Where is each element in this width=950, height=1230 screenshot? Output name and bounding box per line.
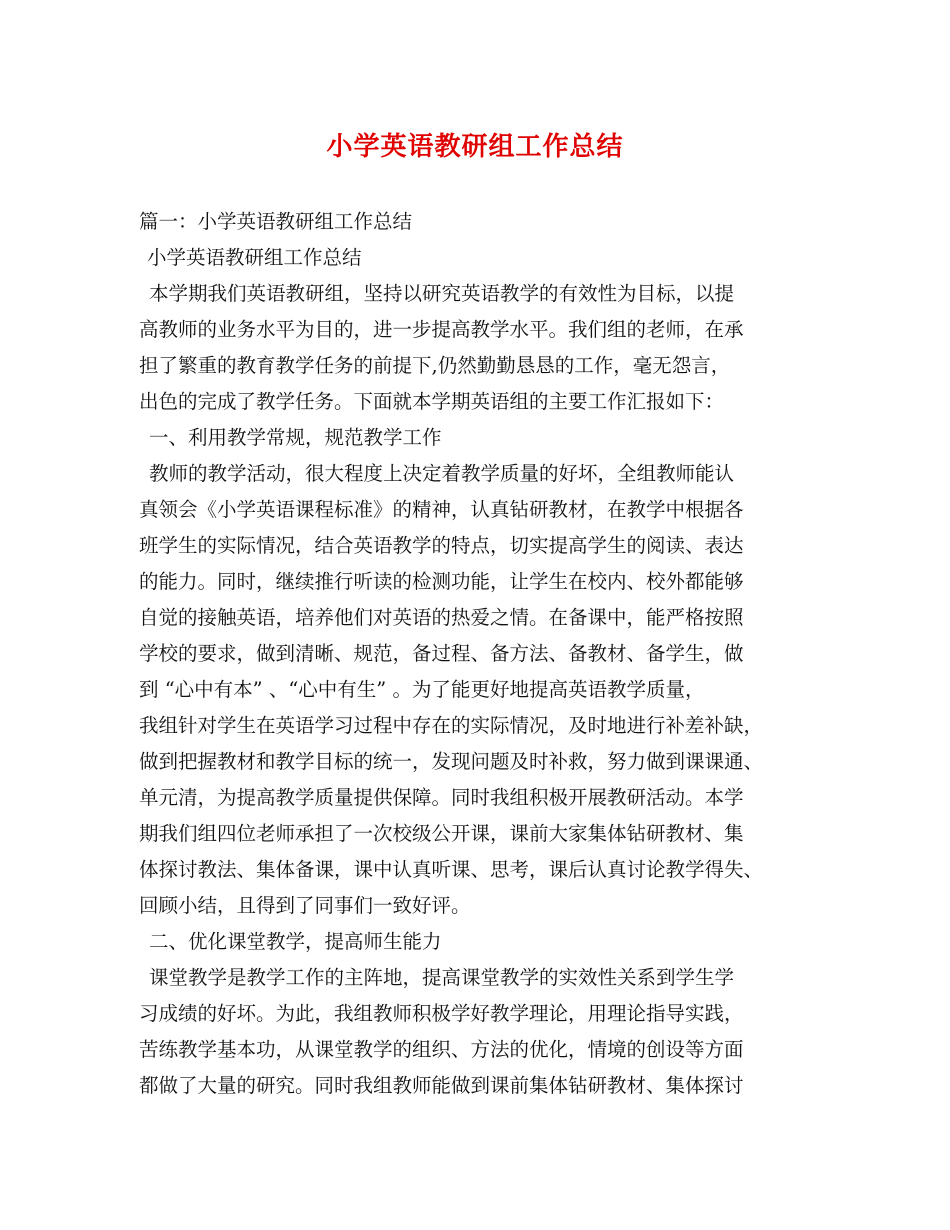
text-line: 我组针对学生在英语学习过程中存在的实际情况，及时地进行补差补缺，	[139, 714, 764, 737]
text-line: 真领会《小学英语课程标准》的精神，认真钻研教材，在教学中根据各	[139, 498, 744, 521]
text-line: 出色的完成了教学任务。下面就本学期英语组的主要工作汇报如下：	[139, 390, 725, 413]
text-line: 课堂教学是教学工作的主阵地，提高课堂教学的实效性关系到学生学	[149, 966, 735, 989]
text-line: 担了繁重的教育教学任务的前提下,仍然勤勤恳恳的工作，毫无怨言，	[139, 354, 731, 377]
text-line: 单元清，为提高教学质量提供保障。同时我组积极开展教研活动。本学	[139, 786, 744, 809]
document-body	[139, 204, 839, 1104]
text-line: 的能力。同时，继续推行听读的检测功能，让学生在校内、校外都能够	[139, 570, 744, 593]
text-line: 高教师的业务水平为目的，进一步提高教学水平。我们组的老师，在承	[139, 318, 744, 341]
text-line: 做到把握教材和教学目标的统一，发现问题及时补救，努力做到课课通、	[139, 750, 764, 773]
text-line: 回顾小结，且得到了同事们一致好评。	[139, 894, 471, 917]
text-line: 自觉的接触英语，培养他们对英语的热爱之情。在备课中，能严格按照	[139, 606, 744, 629]
text-line-subtitle: 小学英语教研组工作总结	[147, 246, 362, 269]
text-line: 本学期我们英语教研组，坚持以研究英语教学的有效性为目标，以提	[149, 282, 735, 305]
section-heading-2: 二、优化课堂教学，提高师生能力	[149, 930, 442, 953]
text-line: 都做了大量的研究。同时我组教师能做到课前集体钻研教材、集体探讨	[139, 1074, 744, 1097]
text-line: 体探讨教法、集体备课，课中认真听课、思考，课后认真讨论教学得失、	[139, 858, 764, 881]
text-line: 习成绩的好坏。为此，我组教师积极学好教学理论，用理论指导实践，	[139, 1002, 744, 1025]
text-line: 班学生的实际情况，结合英语教学的特点，切实提高学生的阅读、表达	[139, 534, 744, 557]
document-title: 小学英语教研组工作总结	[326, 132, 624, 162]
section-heading-1: 一、利用教学常规，规范教学工作	[149, 426, 442, 449]
text-line: 到 “心中有本” 、“心中有生” 。为了能更好地提高英语教学质量，	[139, 678, 705, 701]
text-line: 学校的要求，做到清晰、规范，备过程、备方法、备教材、备学生，做	[139, 642, 744, 665]
text-line-heading: 篇一：小学英语教研组工作总结	[139, 210, 413, 233]
text-line: 苦练教学基本功，从课堂教学的组织、方法的优化，情境的创设等方面	[139, 1038, 744, 1061]
text-line: 教师的教学活动，很大程度上决定着教学质量的好坏，全组教师能认	[149, 462, 735, 485]
text-line: 期我们组四位老师承担了一次校级公开课，课前大家集体钻研教材、集	[139, 822, 744, 845]
